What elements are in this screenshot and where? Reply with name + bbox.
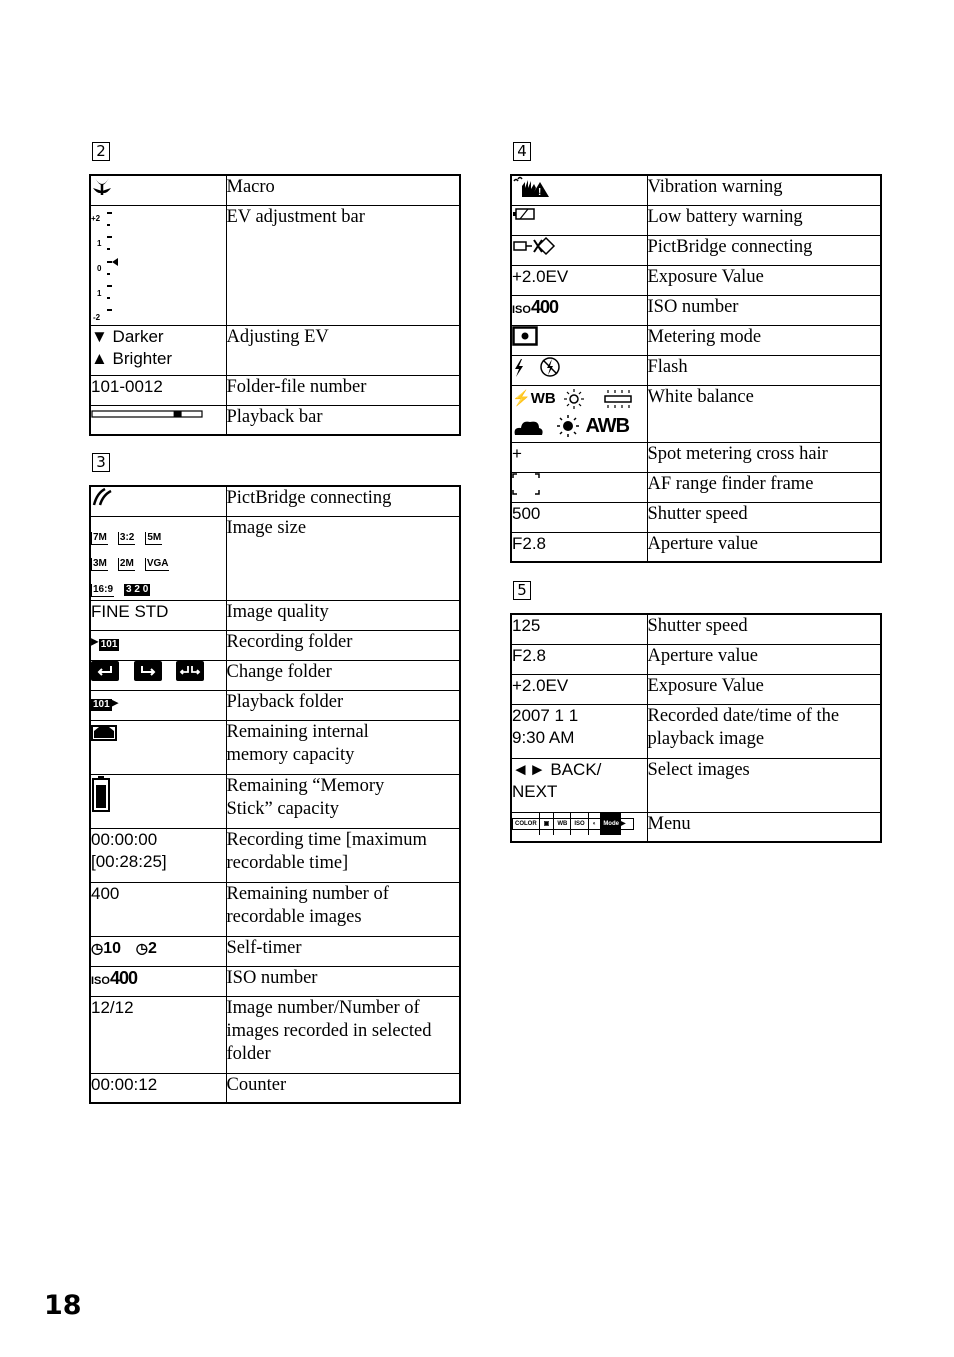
size-2m-icon: 2M (119, 557, 134, 569)
row-desc: Image number/Number of (226, 997, 420, 1018)
fluorescent-icon (603, 388, 633, 410)
size-169-icon: 16:9 (93, 583, 114, 595)
ev-tick-label: +2 (91, 213, 101, 223)
row-text: 00:00:00 (91, 829, 158, 849)
table-row (511, 355, 881, 385)
table-row (511, 265, 881, 295)
ev-tick-label: 1 (97, 238, 102, 248)
ev-tick-label: 1 (97, 288, 102, 298)
size-vga-icon: VGA (146, 557, 169, 569)
iso-icon (91, 969, 137, 988)
metering-mode-icon (512, 326, 538, 346)
table-row (90, 882, 460, 936)
table-row (90, 660, 460, 690)
row-desc: Aperture value (647, 532, 881, 562)
size-3m-icon: 3M (93, 557, 107, 569)
row-text: ▼ Darker (91, 326, 164, 346)
row-desc: Shutter speed (647, 614, 881, 644)
table-row (511, 758, 881, 812)
self-timer-icons (91, 938, 157, 957)
row-desc: Playback folder (226, 690, 460, 720)
row-desc: Counter (226, 1073, 460, 1103)
cloudy-icon (512, 416, 544, 436)
table-row (511, 175, 881, 205)
section-3-table (89, 485, 461, 1104)
row-desc: Playback bar (226, 405, 460, 435)
row-desc: images recorded in selected (226, 1020, 432, 1041)
flash-icons (512, 363, 561, 382)
table-row (90, 175, 460, 205)
table-row (511, 205, 881, 235)
row-desc: Vibration warning (647, 175, 881, 205)
row-desc: ISO number (647, 295, 881, 325)
table-row (90, 630, 460, 660)
table-row (90, 375, 460, 405)
table-row (511, 502, 881, 532)
table-row (90, 966, 460, 996)
row-text: ◄► BACK/ (512, 759, 602, 779)
menu-color-item: COLOR (513, 813, 540, 835)
table-row (90, 690, 460, 720)
table-row (511, 385, 881, 442)
timer-value: 10 (103, 939, 122, 957)
table-row (90, 936, 460, 966)
macro-icon (91, 181, 113, 200)
menu-iso-item: ISO (571, 813, 588, 835)
row-desc: Macro (226, 175, 460, 205)
page-number: 18 (44, 1290, 82, 1321)
menu-ev-item: ◐ (589, 813, 602, 835)
table-row (90, 828, 460, 882)
row-desc: Metering mode (647, 325, 881, 355)
table-row (511, 325, 881, 355)
table-row (90, 720, 460, 774)
row-desc: Recording folder (226, 630, 460, 660)
self-timer-10-icon: ◷10 (91, 939, 122, 957)
size-32-icon: 3:2 (119, 531, 135, 543)
table-row (90, 516, 460, 600)
row-desc: Aperture value (647, 644, 881, 674)
row-desc: Recording time [maximum (226, 829, 427, 850)
row-text: 400 (90, 882, 226, 936)
row-desc: EV adjustment bar (226, 205, 460, 325)
daylight-icon (562, 388, 586, 410)
ev-bar-icon (91, 206, 131, 322)
table-row (511, 442, 881, 472)
row-desc: PictBridge connecting (226, 486, 460, 516)
flash-wb-icon: ⚡WB (512, 390, 556, 408)
row-desc: Image size (226, 516, 460, 600)
table-row (90, 600, 460, 630)
row-desc: AF range finder frame (647, 472, 881, 502)
section-4-label: 4 (513, 142, 531, 161)
row-text: F2.8 (511, 532, 647, 562)
folder-number: 101 (100, 638, 118, 650)
row-text: 500 (511, 502, 647, 532)
row-text: [00:28:25] (91, 851, 167, 871)
section-5-label: 5 (513, 581, 531, 600)
row-desc: Exposure Value (647, 265, 881, 295)
row-desc: Change folder (226, 660, 460, 690)
table-row (511, 472, 881, 502)
ev-tick-label: 0 (97, 263, 102, 273)
table-row (90, 774, 460, 828)
row-desc: recordable time] (226, 852, 349, 873)
size-320-icon: 3 2 0 (126, 583, 149, 595)
low-battery-icon (512, 206, 536, 222)
playback-folder-icon: 101 ▶ (93, 697, 119, 710)
iso-prefix: ISO (512, 303, 531, 316)
table-row (511, 532, 881, 562)
row-desc: Folder-file number (226, 375, 460, 405)
folder-next-icon (134, 661, 162, 681)
self-timer-2-icon: ◷2 (135, 939, 157, 957)
row-desc: memory capacity (226, 744, 355, 765)
row-desc: Image quality (226, 600, 460, 630)
table-row (90, 1073, 460, 1103)
size-7m-icon: 7M (93, 531, 107, 543)
iso-prefix: ISO (91, 974, 110, 987)
flash-icon (512, 358, 526, 378)
row-desc: Recorded date/time of the (647, 705, 840, 726)
iso-value: 400 (530, 296, 558, 317)
section-2-label: 2 (92, 142, 110, 161)
flash-off-icon (539, 356, 561, 378)
row-text: +2.0EV (511, 265, 647, 295)
pictbridge-icon (91, 487, 115, 507)
table-row (511, 614, 881, 644)
incandescent-icon (555, 414, 581, 438)
folder-both-icon (176, 661, 204, 681)
ev-tick-label: -2 (93, 312, 101, 322)
folder-back-icon (91, 661, 119, 681)
row-text: ▲ Brighter (91, 348, 173, 368)
pictbridge-connecting-icon (512, 236, 556, 256)
row-desc: playback image (647, 728, 765, 749)
white-balance-icons (512, 386, 647, 439)
vibration-warning-icon (512, 176, 550, 198)
row-desc: Flash (647, 355, 881, 385)
auto-wb-icon: AWB (585, 414, 630, 437)
playback-bar-icon (91, 406, 205, 422)
row-desc: Select images (647, 758, 881, 812)
table-row (511, 704, 881, 758)
row-desc: Adjusting EV (226, 325, 460, 375)
wb-label: WB (530, 390, 556, 408)
table-row (511, 812, 881, 842)
section-3-label: 3 (92, 453, 110, 472)
section-5-table (510, 613, 882, 843)
iso-icon (512, 298, 558, 317)
row-text: 9:30 AM (512, 727, 575, 747)
table-row (90, 405, 460, 435)
section-2-table (89, 174, 461, 436)
row-desc: Stick” capacity (226, 798, 339, 819)
iso-value: 400 (109, 967, 137, 988)
row-desc: Remaining number of (226, 883, 389, 904)
table-row (90, 486, 460, 516)
table-row (90, 205, 460, 325)
folder-number: 101 (93, 698, 110, 710)
row-text: 101-0012 (90, 375, 226, 405)
spot-cross-hair-icon: + (511, 442, 647, 472)
menu-wb-item: WB (554, 813, 571, 835)
row-text: F2.8 (511, 644, 647, 674)
row-text: FINE STD (90, 600, 226, 630)
row-text: NEXT (512, 781, 558, 801)
size-5m-icon: 5M (147, 531, 162, 543)
menu-mode-item: Mode (601, 813, 621, 835)
table-row (90, 325, 460, 375)
table-row (90, 996, 460, 1073)
change-folder-icons (91, 666, 204, 685)
row-desc: recordable images (226, 906, 362, 927)
af-frame-icon (512, 473, 540, 495)
memory-stick-icon (91, 775, 111, 813)
row-desc: PictBridge connecting (647, 235, 881, 265)
row-desc: Remaining “Memory (226, 775, 385, 796)
row-desc: Exposure Value (647, 674, 881, 704)
row-desc: Low battery warning (647, 205, 881, 235)
row-desc: Menu (647, 812, 881, 842)
row-text: 125 (511, 614, 647, 644)
row-desc: Remaining internal (226, 721, 369, 742)
row-text: 2007 1 1 (512, 705, 579, 725)
row-text: 00:00:12 (90, 1073, 226, 1103)
internal-memory-icon (91, 721, 117, 741)
row-desc: ISO number (226, 966, 460, 996)
row-desc: Self-timer (226, 936, 460, 966)
table-row (511, 644, 881, 674)
row-desc: Shutter speed (647, 502, 881, 532)
recording-folder-icon: ▶ 101 (91, 636, 118, 650)
svg-text:!: ! (538, 187, 542, 198)
timer-value: 2 (147, 939, 157, 957)
row-desc: White balance (647, 385, 881, 442)
table-row (511, 235, 881, 265)
menu-bar-icon: COLOR ▣ WB ISO ◐ Mode ▶ (512, 818, 634, 830)
row-desc: Spot metering cross hair (647, 442, 881, 472)
row-desc: folder (226, 1043, 271, 1064)
section-4-table (510, 174, 882, 563)
menu-metering-item: ▣ (540, 813, 555, 835)
row-text: +2.0EV (511, 674, 647, 704)
image-size-icons (91, 522, 226, 600)
table-row (511, 295, 881, 325)
table-row (511, 674, 881, 704)
row-text: 12/12 (90, 996, 226, 1073)
